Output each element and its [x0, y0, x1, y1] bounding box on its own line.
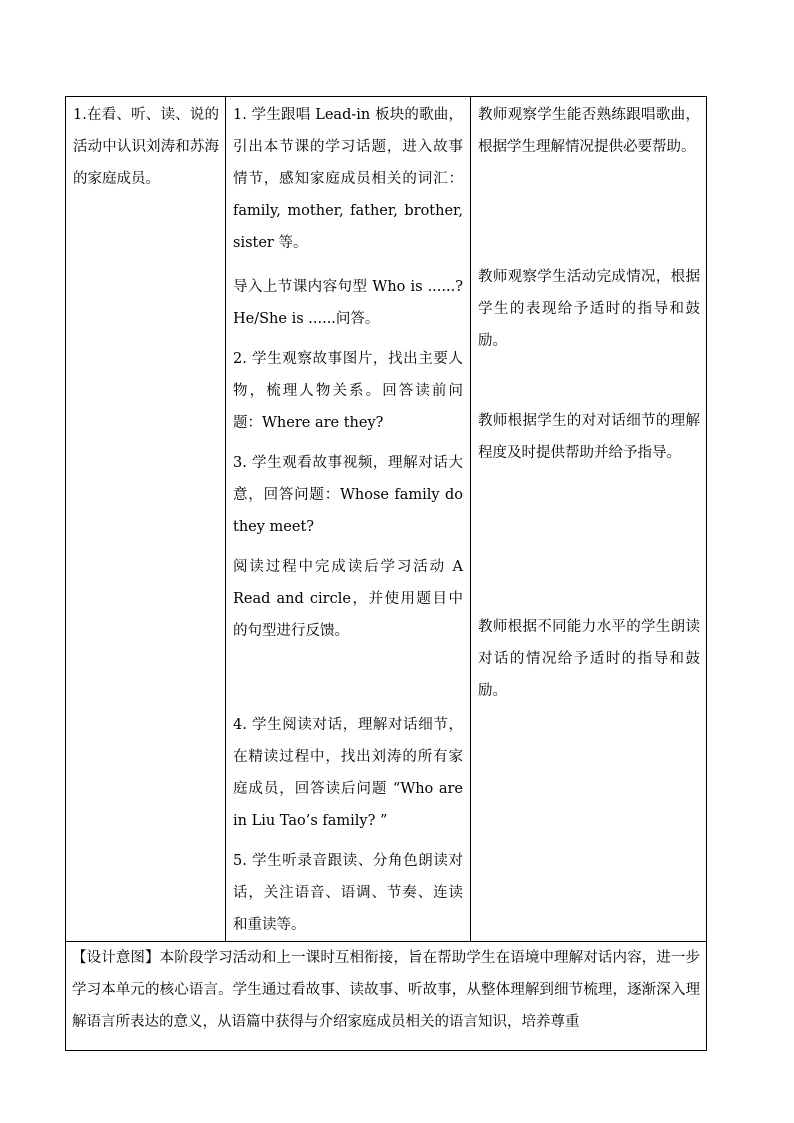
objective-text: 1.在看、听、读、说的活动中认识刘涛和苏海的家庭成员。	[73, 107, 219, 187]
step-2-text: 2. 学生观察故事图片，找出主要人物，梳理人物关系。回答读前问题：Where are they?	[233, 351, 463, 431]
lesson-plan-table	[65, 96, 707, 1051]
objective-cell	[66, 97, 226, 942]
design-intent-text: 【设计意图】本阶段学习活动和上一课时互相衔接，旨在帮助学生在语境中理解对话内容，进一步学习本单元的核心语言。学生通过看故事、读故事、听故事，从整体理解到细节梳理，逐渐深入理解语言所表达的意义，从语篇中获得与介绍家庭成员相关的语言知识，培养尊重	[72, 950, 700, 1030]
student-activity-cell	[226, 97, 471, 942]
step-3-text: 3. 学生观看故事视频，理解对话大意，回答问题：Whose family do they meet?	[233, 455, 463, 535]
design-intent-row	[66, 942, 707, 1051]
step-3-extra-text: 阅读过程中完成读后学习活动 A Read and circle，并使用题目中的句型进行反馈。	[233, 559, 463, 639]
activity-row	[66, 97, 707, 942]
evaluation-3-text: 教师根据学生的对对话细节的理解程度及时提供帮助并给予指导。	[478, 413, 700, 461]
evaluation-cell	[471, 97, 707, 942]
evaluation-1-text: 教师观察学生能否熟练跟唱歌曲，根据学生理解情况提供必要帮助。	[478, 107, 700, 155]
step-4-text: 4. 学生阅读对话，理解对话细节，在精读过程中，找出刘涛的所有家庭成员，回答读后问题 “Who are in Liu Tao’s family? ”	[233, 717, 463, 829]
step-5-text: 5. 学生听录音跟读、分角色朗读对话，关注语音、语调、节奏、连读和重读等。	[233, 853, 463, 933]
design-intent-cell	[66, 942, 707, 1051]
blank-spacer	[233, 647, 463, 709]
step-1-text: 1. 学生跟唱 Lead-in 板块的歌曲，引出本节课的学习话题，进入故事情节，感知家庭成员相关的词汇：family, mother, father, brother, sister 等。	[233, 107, 463, 251]
step-1-extra-text: 导入上节课内容句型 Who is ......? He/She is ......问答。	[233, 279, 463, 327]
evaluation-2-text: 教师观察学生活动完成情况，根据学生的表现给予适时的指导和鼓励。	[478, 269, 700, 349]
evaluation-4-text: 教师根据不同能力水平的学生朗读对话的情况给予适时的指导和鼓励。	[478, 619, 700, 699]
